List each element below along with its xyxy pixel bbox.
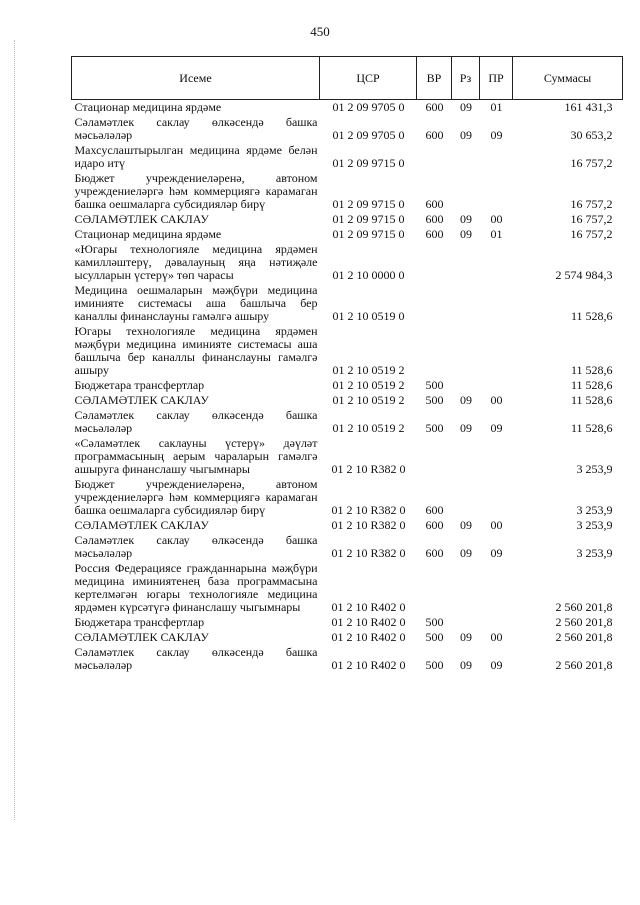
cell-name: «Югары технологияле медицина ярдәмен камилләштерү, дәвалауның яңа нәтиҗәле ысулларын үстерү» төп чарасы [74,242,318,282]
cell-name: СӘЛАМӘТЛЕК САКЛАУ [74,212,209,226]
cell-pr: 00 [490,518,503,532]
scan-margin-mark [14,40,16,820]
cell-pr: 00 [490,630,503,644]
cell-sum: 2 560 201,8 [555,615,613,629]
cell-name: СӘЛАМӘТЛЕК САКЛАУ [74,630,209,644]
cell-vr: 500 [425,615,444,629]
cell-rz [452,143,480,171]
cell-pr [480,324,513,378]
cell-csr: 01 2 10 0519 2 [332,378,405,392]
cell-vr: 500 [425,421,444,435]
table-row [72,242,623,283]
cell-vr [417,242,452,283]
cell-vr [417,143,452,171]
table-row [72,393,623,408]
cell-sum: 11 528,6 [570,378,613,392]
cell-rz: 09 [460,630,472,644]
cell-pr: 01 [490,100,503,114]
cell-sum: 2 574 984,3 [555,268,613,282]
cell-csr: 01 2 10 R382 0 [331,503,406,517]
cell-rz: 09 [460,212,472,226]
cell-sum: 11 528,6 [570,309,613,323]
cell-csr: 01 2 10 R382 0 [331,518,406,532]
cell-vr [417,283,452,324]
cell-sum: 11 528,6 [570,363,613,377]
cell-csr: 01 2 09 9705 0 [332,128,405,142]
cell-name: Махсуслаштырылган медицина ярдәме белән идаро итү [74,143,318,170]
cell-pr: 00 [490,393,503,407]
header-name: Исеме [72,57,320,100]
header-pr: ПР [480,57,513,100]
table-row [72,100,623,116]
cell-pr: 00 [490,212,503,226]
table-header-row [72,57,623,100]
cell-pr [480,378,513,393]
cell-pr [480,283,513,324]
cell-vr: 500 [425,658,444,672]
cell-sum: 11 528,6 [570,393,613,407]
cell-rz [452,324,480,378]
cell-name: Сәламәтлек саклау өлкәсендә башка мәсьәләләр [74,408,318,435]
cell-sum: 3 253,9 [576,503,613,517]
cell-rz [452,378,480,393]
table-row [72,533,623,561]
cell-csr: 01 2 10 0519 2 [332,421,405,435]
cell-vr: 600 [425,128,444,142]
cell-csr: 01 2 09 9715 0 [332,197,405,211]
table-row [72,171,623,212]
cell-name: «Сәламәтлек саклауны үстерү» дәүләт программасының аерым чараларын гамәлгә ашыруга финанслашу чыгымнары [74,436,318,476]
cell-vr: 500 [425,630,444,644]
table-row [72,645,623,673]
cell-vr: 600 [425,197,444,211]
cell-csr: 01 2 10 R402 0 [331,658,406,672]
table-row [72,324,623,378]
cell-pr [480,143,513,171]
cell-rz [452,561,480,615]
cell-vr [417,436,452,477]
cell-vr: 500 [425,393,444,407]
cell-rz: 09 [460,128,472,142]
cell-sum: 16 757,2 [570,156,613,170]
cell-sum: 16 757,2 [570,197,613,211]
cell-vr [417,561,452,615]
table-row [72,630,623,645]
cell-sum: 2 560 201,8 [555,600,613,614]
cell-pr: 01 [490,227,503,241]
cell-rz [452,242,480,283]
header-vr: ВР [417,57,452,100]
cell-csr: 01 2 10 0000 0 [332,268,405,282]
cell-name: Югары технологияле медицина ярдәмен мәҗбүри медицина иминияте системасы аша башлыча бер каналлы финанслауны гамәлгә ашыру [74,324,318,377]
cell-rz [452,477,480,518]
cell-name: СӘЛАМӘТЛЕК САКЛАУ [74,518,209,532]
cell-vr: 600 [425,100,444,114]
cell-pr [480,436,513,477]
cell-sum: 16 757,2 [570,212,613,226]
cell-name: Бюджет учреждениеләренә, автоном учреждениеләргә һәм коммерциягә карамаган башка оешмаларга субсидияләр бирү [74,171,318,211]
cell-vr: 600 [425,227,444,241]
table-row [72,212,623,227]
cell-name: Медицина оешмаларын мәҗбүри медицина иминияте системасы аша башлыча бер каналлы финанслауны гамәлгә ашыру [74,283,318,323]
cell-csr: 01 2 09 9715 0 [332,227,405,241]
cell-vr: 600 [425,503,444,517]
cell-name: Бюджет учреждениеләренә, автоном учреждениеләргә һәм коммерциягә карамаган башка оешмаларга субсидияләр бирү [74,477,318,517]
cell-pr [480,477,513,518]
cell-sum: 16 757,2 [570,227,613,241]
cell-sum: 2 560 201,8 [555,630,613,644]
cell-rz [452,171,480,212]
cell-sum: 11 528,6 [570,421,613,435]
table-row [72,115,623,143]
table-row [72,615,623,630]
cell-csr: 01 2 10 0519 2 [332,363,405,377]
cell-sum: 161 431,3 [564,100,613,114]
table-row [72,436,623,477]
cell-vr: 500 [425,378,444,392]
cell-csr: 01 2 10 R402 0 [331,630,406,644]
table-row [72,283,623,324]
header-csr: ЦСР [320,57,417,100]
cell-csr: 01 2 10 0519 2 [332,393,405,407]
cell-csr: 01 2 09 9705 0 [332,100,405,114]
cell-sum: 30 653,2 [570,128,613,142]
cell-name: Россия Федерациясе гражданнарына мәҗбүри медицина иминиятенең база программасына кертелмәгән югары технологияле медицина ярдәмен күрсәтүгә финанслашу чыгымнары [74,561,318,614]
cell-name: Сәламәтлек саклау өлкәсендә башка мәсьәләләр [74,533,318,560]
cell-csr: 01 2 10 R402 0 [331,600,406,614]
header-sum: Суммасы [513,57,623,100]
table-row [72,227,623,242]
cell-vr [417,324,452,378]
cell-pr: 09 [490,658,503,672]
cell-pr [480,561,513,615]
cell-pr: 09 [490,546,503,560]
cell-vr: 600 [425,546,444,560]
cell-name: Бюджетара трансфертлар [74,615,205,629]
cell-rz: 09 [460,421,472,435]
cell-vr: 600 [425,518,444,532]
table-row [72,143,623,171]
cell-rz: 09 [460,518,472,532]
cell-name: Стационар медицина ярдәме [74,227,222,241]
table-row [72,408,623,436]
cell-csr: 01 2 10 R382 0 [331,546,406,560]
cell-sum: 3 253,9 [576,518,613,532]
cell-rz [452,283,480,324]
cell-sum: 3 253,9 [576,546,613,560]
table-row [72,561,623,615]
table-body [72,100,623,674]
cell-pr: 09 [490,421,503,435]
cell-name: СӘЛАМӘТЛЕК САКЛАУ [74,393,209,407]
cell-name: Стационар медицина ярдәме [74,100,222,114]
cell-sum: 2 560 201,8 [555,658,613,672]
cell-csr: 01 2 09 9715 0 [332,156,405,170]
cell-csr: 01 2 10 R402 0 [331,615,406,629]
budget-table [71,56,623,673]
cell-csr: 01 2 10 R382 0 [331,462,406,476]
cell-rz: 09 [460,227,472,241]
cell-sum: 3 253,9 [576,462,613,476]
cell-rz: 09 [460,658,472,672]
cell-vr: 600 [425,212,444,226]
cell-pr [480,171,513,212]
table-row [72,378,623,393]
cell-pr [480,242,513,283]
cell-rz [452,615,480,630]
cell-pr: 09 [490,128,503,142]
page-number: 450 [310,24,330,39]
cell-rz: 09 [460,546,472,560]
cell-rz [452,436,480,477]
cell-name: Сәламәтлек саклау өлкәсендә башка мәсьәләләр [74,115,318,142]
cell-csr: 01 2 09 9715 0 [332,212,405,226]
header-rz: Рз [452,57,480,100]
table-row [72,518,623,533]
cell-rz: 09 [460,393,472,407]
cell-rz: 09 [460,100,472,114]
cell-name: Бюджетара трансфертлар [74,378,205,392]
cell-pr [480,615,513,630]
table-row [72,477,623,518]
cell-csr: 01 2 10 0519 0 [332,309,405,323]
cell-name: Сәламәтлек саклау өлкәсендә башка мәсьәләләр [74,645,318,672]
